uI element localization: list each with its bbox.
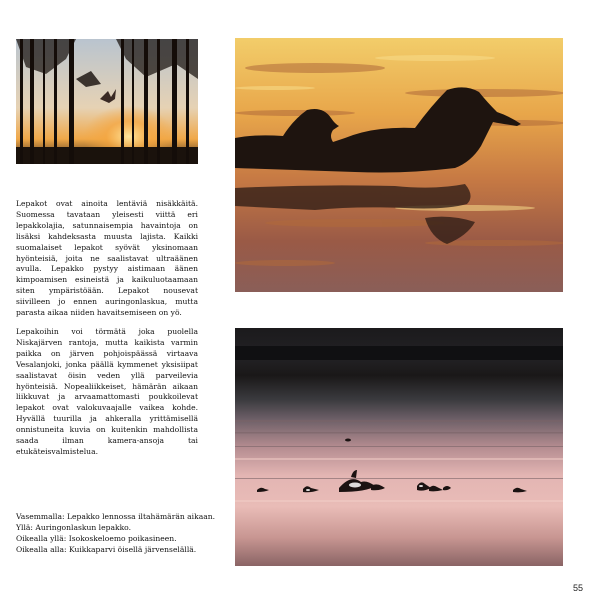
photo-bat-forest-sunset bbox=[16, 39, 198, 164]
forest-sunset-image bbox=[16, 39, 198, 164]
paragraph-bats-location: Lepakoihin voi törmätä joka puolella Niskajärven rantoja, mutta kaikista varmin paikka on järven pohjoispäässä virtaava Vesalanjoki, jonka päällä kymmenet yksisiipat saalistavat öisin veden yllä parveilevia hyönteisiä. Nopealiikkeiset, hämärän aikaan liikkuvat ja arvaamattomasti poukkoilevat lepakot ovat valokuvaajalle vaikea kohde. Hyvällä tuurilla ja ahkeralla yrittämisellä onnistuneita kuvia on kuitenkin mahdollista saada ilman kamera-ansoja tai etukäteisvalmistelua. bbox=[16, 327, 198, 456]
photo-loons-lake-dusk bbox=[235, 328, 563, 566]
paragraph-bats-intro: Lepakot ovat ainoita lentäviä nisäkkäitä. Suomessa tavataan yleisesti viittä eri lepakkolajia, satunnaisempia havaintoja on lisäksi kahdeksasta muusta lajista. Kaikki suomalaiset lepakot syövät yksinomaan hyönteisiä, joita ne saalistavat ultraäänen avulla. Lepakko pystyy aistimaan äänen kimpoamisen esineistä ja kaikuluotaamaan siten ympäristöään. Lepakot nousevat siivilleen jo ennen auringonlaskua, mutta parasta aikaa niiden havaitsemiseen on yö. bbox=[16, 199, 198, 318]
photo-captions bbox=[16, 512, 216, 556]
photo-merganser-sunset bbox=[235, 38, 563, 292]
caption-right-bottom: Oikealla alla: Kuikkaparvi öisellä järvenselällä. bbox=[16, 544, 197, 554]
merganser-image bbox=[235, 38, 563, 292]
page-number: 55 bbox=[572, 583, 583, 593]
loons-image bbox=[235, 328, 563, 566]
caption-left: Vasemmalla: Lepakko lennossa iltahämärän aikaan. bbox=[16, 512, 216, 521]
caption-right-top: Oikealla yllä: Isokoskeloemo poikasineen. bbox=[16, 533, 177, 543]
caption-above: Yllä: Auringonlaskun lepakko. bbox=[16, 522, 132, 532]
